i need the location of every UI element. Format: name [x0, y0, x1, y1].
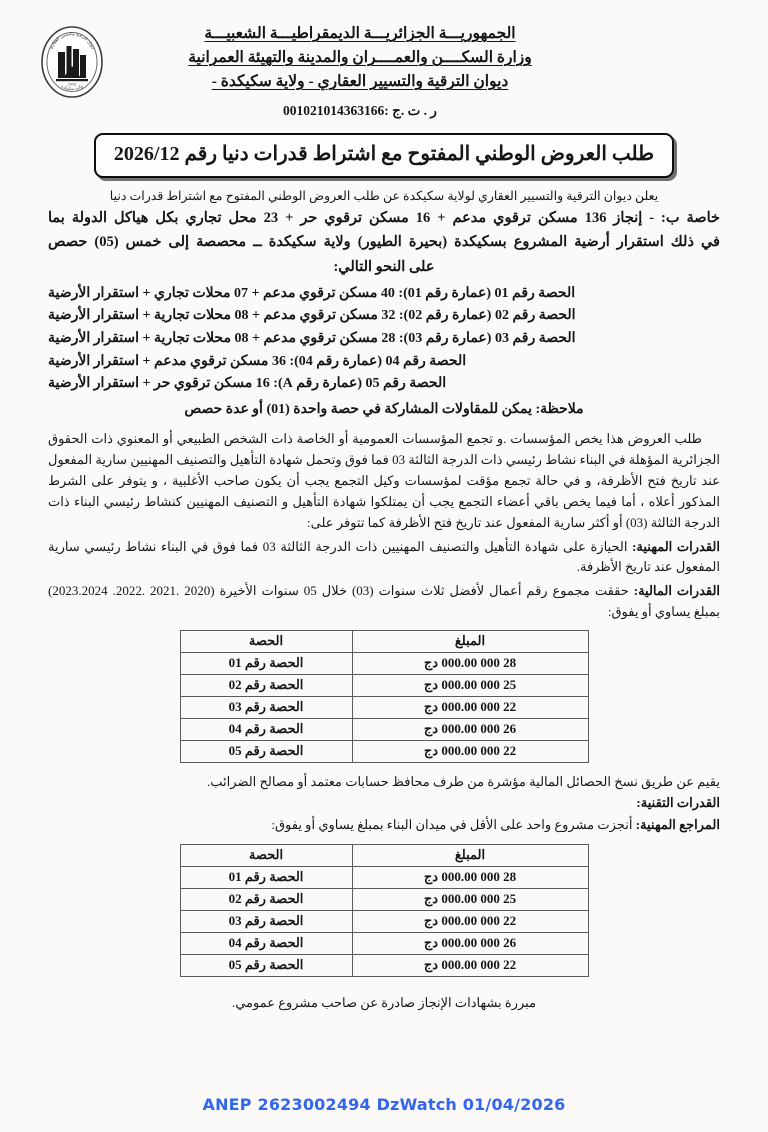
svg-text:OPGI: OPGI — [67, 82, 77, 87]
table-row — [180, 740, 588, 762]
cell-amount: 22 000 000.00 دج — [352, 740, 588, 762]
header-line-ministry: وزارة السكــــن والعمــــران والمدينة والتهيئة العمرانية — [188, 49, 532, 67]
professional-capacity-label: القدرات المهنية: — [632, 539, 721, 555]
cell-lot: الحصة رقم 01 — [180, 652, 352, 674]
financial-proof-text: يقيم عن طريق نسخ الحصائل المالية مؤشرة من طرف محافظ حسابات معتمد أو مصالح الضرائب. — [207, 773, 720, 789]
professional-capacity-text: الحيازة على شهادة التأهيل والتصنيف المهنيين ذات الدرجة الثالثة 03 فما فوق في البناء نشاط رئيسي سارية المفعول عند تاريخ الأظرفة. — [48, 539, 720, 575]
professional-references-table — [180, 844, 589, 977]
technical-capacity-label — [48, 793, 720, 814]
cell-amount: 22 000 000.00 دج — [352, 911, 588, 933]
financial-capacity-table — [180, 630, 589, 763]
financial-capacity-label: القدرات المالية: — [633, 583, 721, 599]
professional-capacity — [48, 537, 720, 577]
cell-lot: الحصة رقم 01 — [180, 867, 352, 889]
list-item: الحصة رقم 01 (عمارة رقم 01): 40 مسكن ترقوي مدعم + 07 محلات تجاري + استقرار الأرضية — [48, 285, 576, 301]
page-title: طلب العروض الوطني المفتوح مع اشتراط قدرات دنيا رقم 2026/12 — [113, 143, 655, 166]
document-header — [0, 0, 768, 119]
scope-line-2: في ذلك استقرار أرضية المشروع بسكيكدة (بحيرة الطيور) ولاية سكيكدة ــ محصصة إلى خمس (05) حصص — [48, 234, 720, 251]
registry-number: 001021014363166 — [283, 103, 385, 119]
table-row — [180, 718, 588, 740]
title-box-wrapper — [94, 133, 674, 178]
table-row — [180, 955, 588, 977]
cell-amount: 28 000 000.00 دج — [352, 652, 588, 674]
list-item: الحصة رقم 05 (عمارة رقم A): 16 مسكن ترقوي حر + استقرار الأرضية — [48, 376, 447, 392]
list-item: الحصة رقم 03 (عمارة رقم 03): 28 مسكن ترقوي مدعم + 08 محلات تجارية + استقرار الأرضية — [48, 331, 576, 347]
svg-text:ديوان الترقية والتسيير العقاري: ديوان الترقية والتسيير العقاري — [48, 30, 96, 50]
eligibility-paragraph: طلب العروض هذا يخص المؤسسات .و تجمع المؤسسات العمومية أو الخاصة ذات الشخص الطبيعي أو المعنوي ذات الحقوق الجزائرية المؤهلة في البناء نشاط رئيسي ذات الدرجة الثالثة 03 فما فوق وتحمل شهادة التأهيل والتصنيف المهنيين سارية المفعول عند تاريخ فتح الأظرفة، و في حالة تجمع مؤقت لمؤسسات وكيل التجمع يجب أن يكون صاحب الأغلبية ، و يتوفر على الشرط المذكور أعلاه ، أما فيما يخص باقي أعضاء التجمع يجب أن يمتلكوا شهادة التأهيل و التصنيف المهنيين كنشاط رئيسي البناء ذات الدرجة الثالثة (03) أو أكثر سارية المفعول عند تاريخ فتح الأظرفة كما تتوفر على: — [48, 430, 721, 531]
cell-lot: الحصة رقم 02 — [180, 889, 352, 911]
anep-footer: ANEP 2623002494 DzWatch 01/04/2026 — [202, 1095, 566, 1114]
closing-text: مبررة بشهادات الإنجاز صادرة عن صاحب مشروع عمومي. — [231, 995, 537, 1011]
cell-amount: 25 000 000.00 دج — [352, 674, 588, 696]
header-line-office: ديوان الترقية والتسيير العقاري - ولاية سكيكدة - — [211, 73, 509, 91]
table-row — [180, 933, 588, 955]
announcement-lead: يعلن ديوان الترقية والتسيير العقاري لولاية سكيكدة عن طلب العروض الوطني المفتوح مع اشتراط قدرات دنيا — [109, 189, 659, 204]
cell-amount: 28 000 000.00 دج — [352, 867, 588, 889]
cell-lot: الحصة رقم 04 — [180, 718, 352, 740]
registry-number-line — [40, 103, 680, 119]
table-row — [180, 867, 588, 889]
column-header-lot: الحصة — [180, 630, 352, 652]
cell-lot: الحصة رقم 05 — [180, 955, 352, 977]
cell-amount: 25 000 000.00 دج — [352, 889, 588, 911]
table-header-row — [180, 845, 588, 867]
column-header-lot: الحصة — [180, 845, 352, 867]
scope-line-1: خاصة ب: - إنجاز 136 مسكن ترقوي مدعم + 16 مسكن ترقوي حر + 23 محل تجاري بكل هياكل الدولة بما — [48, 209, 720, 226]
technical-capacity-label-text: القدرات التقنية: — [636, 795, 720, 811]
cell-lot: الحصة رقم 03 — [180, 696, 352, 718]
cell-amount: 22 000 000.00 دج — [352, 955, 588, 977]
table-row — [180, 674, 588, 696]
svg-text:ولاية سكيكدة: ولاية سكيكدة — [60, 83, 84, 92]
table-header-row — [180, 630, 588, 652]
financial-capacity-text: حققت مجموع رقم أعمال لأفضل ثلاث سنوات (03) خلال 05 سنوات الأخيرة (2020 .2021 .2022. 2023.2024) بمبلغ يساوي أو يفوق: — [48, 583, 720, 619]
building-emblem-icon — [36, 22, 108, 102]
header-official-lines — [40, 22, 680, 94]
references-text: أنجزت مشروع واحد على الأقل في ميدان البناء بمبلغ يساوي أو يفوق: — [271, 817, 633, 833]
scope-line-3: على النحو التالي: — [333, 259, 435, 276]
list-item: الحصة رقم 04 (عمارة رقم 04): 36 مسكن ترقوي مدعم + استقرار الأرضية — [48, 353, 467, 369]
column-header-amount: المبلغ — [352, 630, 588, 652]
announcement-title-box — [94, 133, 674, 178]
table-row — [180, 911, 588, 933]
registry-label: ر . ت .ج : — [384, 103, 437, 119]
column-header-amount: المبلغ — [352, 845, 588, 867]
participation-note: ملاحظة: يمكن للمقاولات المشاركة في حصة واحدة (01) أو عدة حصص — [184, 402, 584, 418]
table-row — [180, 889, 588, 911]
cell-lot: الحصة رقم 05 — [180, 740, 352, 762]
header-line-country: الجمهوريـــة الجزائريـــة الديمقراطيـــة الشعبيـــة — [204, 25, 516, 42]
cell-lot: الحصة رقم 02 — [180, 674, 352, 696]
document-body — [0, 187, 768, 1014]
lot-list — [48, 283, 720, 396]
cell-amount: 26 000 000.00 دج — [352, 718, 588, 740]
professional-references — [48, 815, 720, 836]
cell-amount: 26 000 000.00 دج — [352, 933, 588, 955]
table-row — [180, 696, 588, 718]
list-item: الحصة رقم 02 (عمارة رقم 02): 32 مسكن ترقوي مدعم + 08 محلات تجارية + استقرار الأرضية — [48, 308, 576, 324]
table-row — [180, 652, 588, 674]
references-label: المراجع المهنية: — [635, 817, 720, 833]
cell-amount: 22 000 000.00 دج — [352, 696, 588, 718]
cell-lot: الحصة رقم 04 — [180, 933, 352, 955]
cell-lot: الحصة رقم 03 — [180, 911, 352, 933]
financial-capacity — [48, 581, 720, 621]
